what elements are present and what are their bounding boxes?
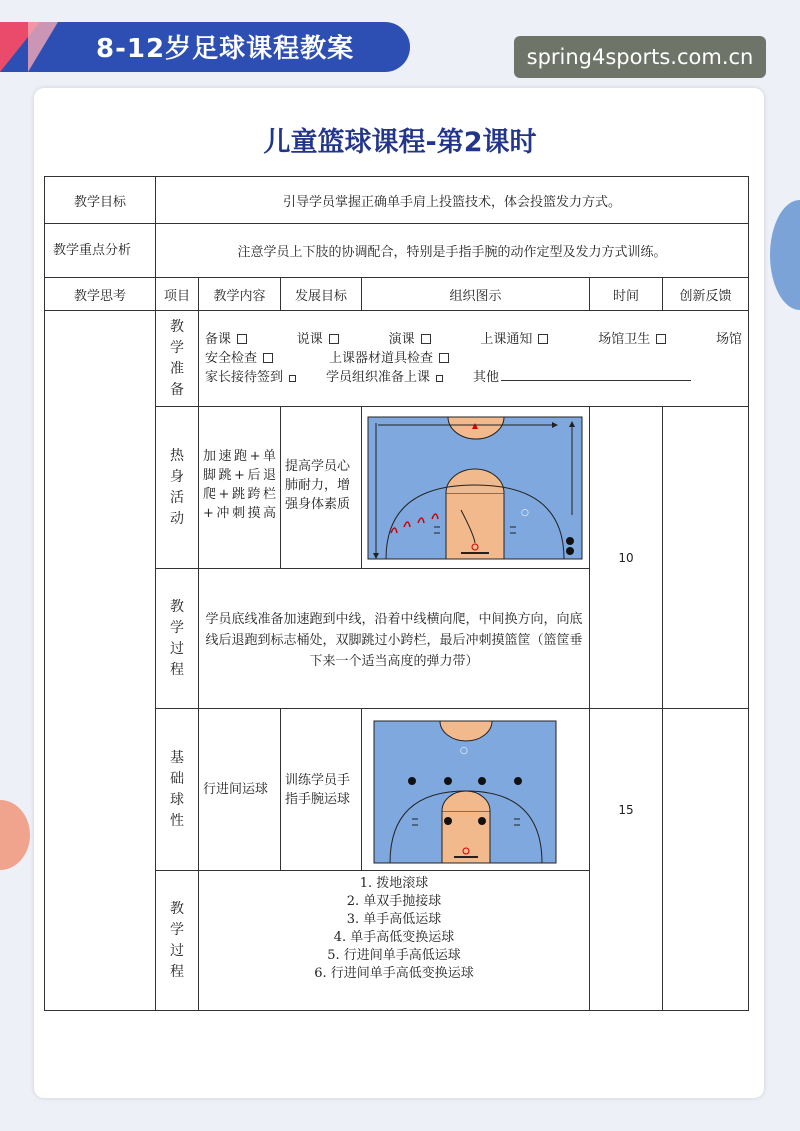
col-header-content: 教学内容 xyxy=(199,278,281,311)
prep-item: 场馆卫生 xyxy=(598,330,666,349)
col-header-feedback: 创新反馈 xyxy=(663,278,749,311)
warmup-goal: 提高学员心肺耐力，增强身体素质 xyxy=(281,407,362,569)
col-header-time: 时间 xyxy=(590,278,663,311)
dribble-label: 基础球性 xyxy=(156,709,199,871)
prep-item: 其他 xyxy=(473,368,691,387)
header-banner xyxy=(0,22,410,72)
prep-checklist xyxy=(199,311,749,407)
decorative-circle-right xyxy=(770,200,800,310)
other-blank-line[interactable] xyxy=(501,380,691,381)
checkbox-icon[interactable] xyxy=(439,353,449,363)
list-item: 6. 行进间单手高低变换运球 xyxy=(314,966,474,981)
process1-label: 教学过程 xyxy=(156,569,199,709)
dribble-time: 15 xyxy=(590,709,663,1011)
site-watermark: spring4sports.com.cn xyxy=(514,36,766,78)
checkbox-icon[interactable] xyxy=(436,375,443,382)
table-row-prep xyxy=(45,311,749,407)
header-accent-shape-light xyxy=(28,22,58,72)
list-item: 2. 单双手抛接球 xyxy=(346,894,442,909)
prep-item: 演课 xyxy=(389,330,431,349)
checkbox-icon[interactable] xyxy=(329,334,339,344)
checkbox-icon[interactable] xyxy=(237,334,247,344)
list-item: 1. 拨地滚球 xyxy=(359,876,429,891)
cone-icon: ○ xyxy=(521,507,529,518)
ball-icon xyxy=(566,537,574,545)
process2-label: 教学过程 xyxy=(156,871,199,1011)
process1-text: 学员底线准备加速跑到中线，沿着中线横向爬，中间换方向，向底线后退跑到标志桶处，双脚跳过小跨栏，最后冲刺摸篮筐（篮筐垂下来一个适当高度的弹力带） xyxy=(199,569,590,709)
checkbox-icon[interactable] xyxy=(263,353,273,363)
checkbox-icon[interactable] xyxy=(289,375,296,382)
warmup-time: 10 xyxy=(590,407,663,709)
goal-text: 引导学员掌握正确单手肩上投篮技术，体会投篮发力方式。 xyxy=(156,177,749,224)
list-item: 5. 行进间单手高低运球 xyxy=(327,948,461,963)
prep-item: 家长接待签到 xyxy=(205,368,296,387)
goal-label: 教学目标 xyxy=(45,177,156,224)
warmup-label: 热身活动 xyxy=(156,407,199,569)
warmup-content: 加速跑+单脚跳+后退爬+跳跨栏+冲刺摸高 xyxy=(199,407,281,569)
document-title: 儿童篮球课程-第2课时 xyxy=(263,127,537,158)
col-header-thinking: 教学思考 xyxy=(45,278,156,311)
focus-label: 教学重点分析 xyxy=(45,224,156,278)
warmup-court-diagram xyxy=(366,415,584,561)
warmup-diagram xyxy=(362,407,590,569)
checkbox-icon[interactable] xyxy=(421,334,431,344)
col-header-goal: 发展目标 xyxy=(281,278,362,311)
prep-item: 备课 xyxy=(205,330,247,349)
player-icon xyxy=(478,817,486,825)
process2-list xyxy=(199,871,590,1011)
player-icon xyxy=(408,777,416,785)
player-icon xyxy=(514,777,522,785)
dribble-goal: 训练学员手指手腕运球 xyxy=(281,709,362,871)
player-icon xyxy=(478,777,486,785)
dribble-content: 行进间运球 xyxy=(199,709,281,871)
decorative-circle-left xyxy=(0,800,30,870)
dribble-court-diagram xyxy=(372,719,558,865)
prep-label: 教学准备 xyxy=(156,311,199,407)
prep-item: 场馆 xyxy=(715,332,742,347)
table-row xyxy=(45,224,749,278)
list-item: 4. 单手高低变换运球 xyxy=(333,930,455,945)
ball-icon xyxy=(566,547,574,555)
prep-item: 学员组织准备上课 xyxy=(326,368,443,387)
prep-item: 说课 xyxy=(297,330,339,349)
thinking-cell xyxy=(45,311,156,1011)
column-header-row xyxy=(45,278,749,311)
warmup-feedback xyxy=(663,407,749,709)
dribble-feedback xyxy=(663,709,749,1011)
player-icon xyxy=(444,817,452,825)
coach-icon: ○ xyxy=(460,745,468,756)
checkbox-icon[interactable] xyxy=(656,334,666,344)
player-icon xyxy=(444,777,452,785)
lesson-plan-table xyxy=(44,176,749,1011)
list-item: 3. 单手高低运球 xyxy=(346,912,442,927)
checkbox-icon[interactable] xyxy=(538,334,548,344)
prep-item: 安全检查 xyxy=(205,349,273,368)
col-header-item: 项目 xyxy=(156,278,199,311)
focus-text: 注意学员上下肢的协调配合，特别是手指手腕的动作定型及发力方式训练。 xyxy=(156,224,749,278)
key-area xyxy=(446,493,504,559)
header-title: 8-12岁足球课程教案 xyxy=(96,34,355,64)
prep-item: 上课通知 xyxy=(480,330,548,349)
dribble-diagram xyxy=(362,709,590,871)
prep-item: 上课器材道具检查 xyxy=(329,349,449,368)
table-row xyxy=(45,177,749,224)
col-header-diagram: 组织图示 xyxy=(362,278,590,311)
